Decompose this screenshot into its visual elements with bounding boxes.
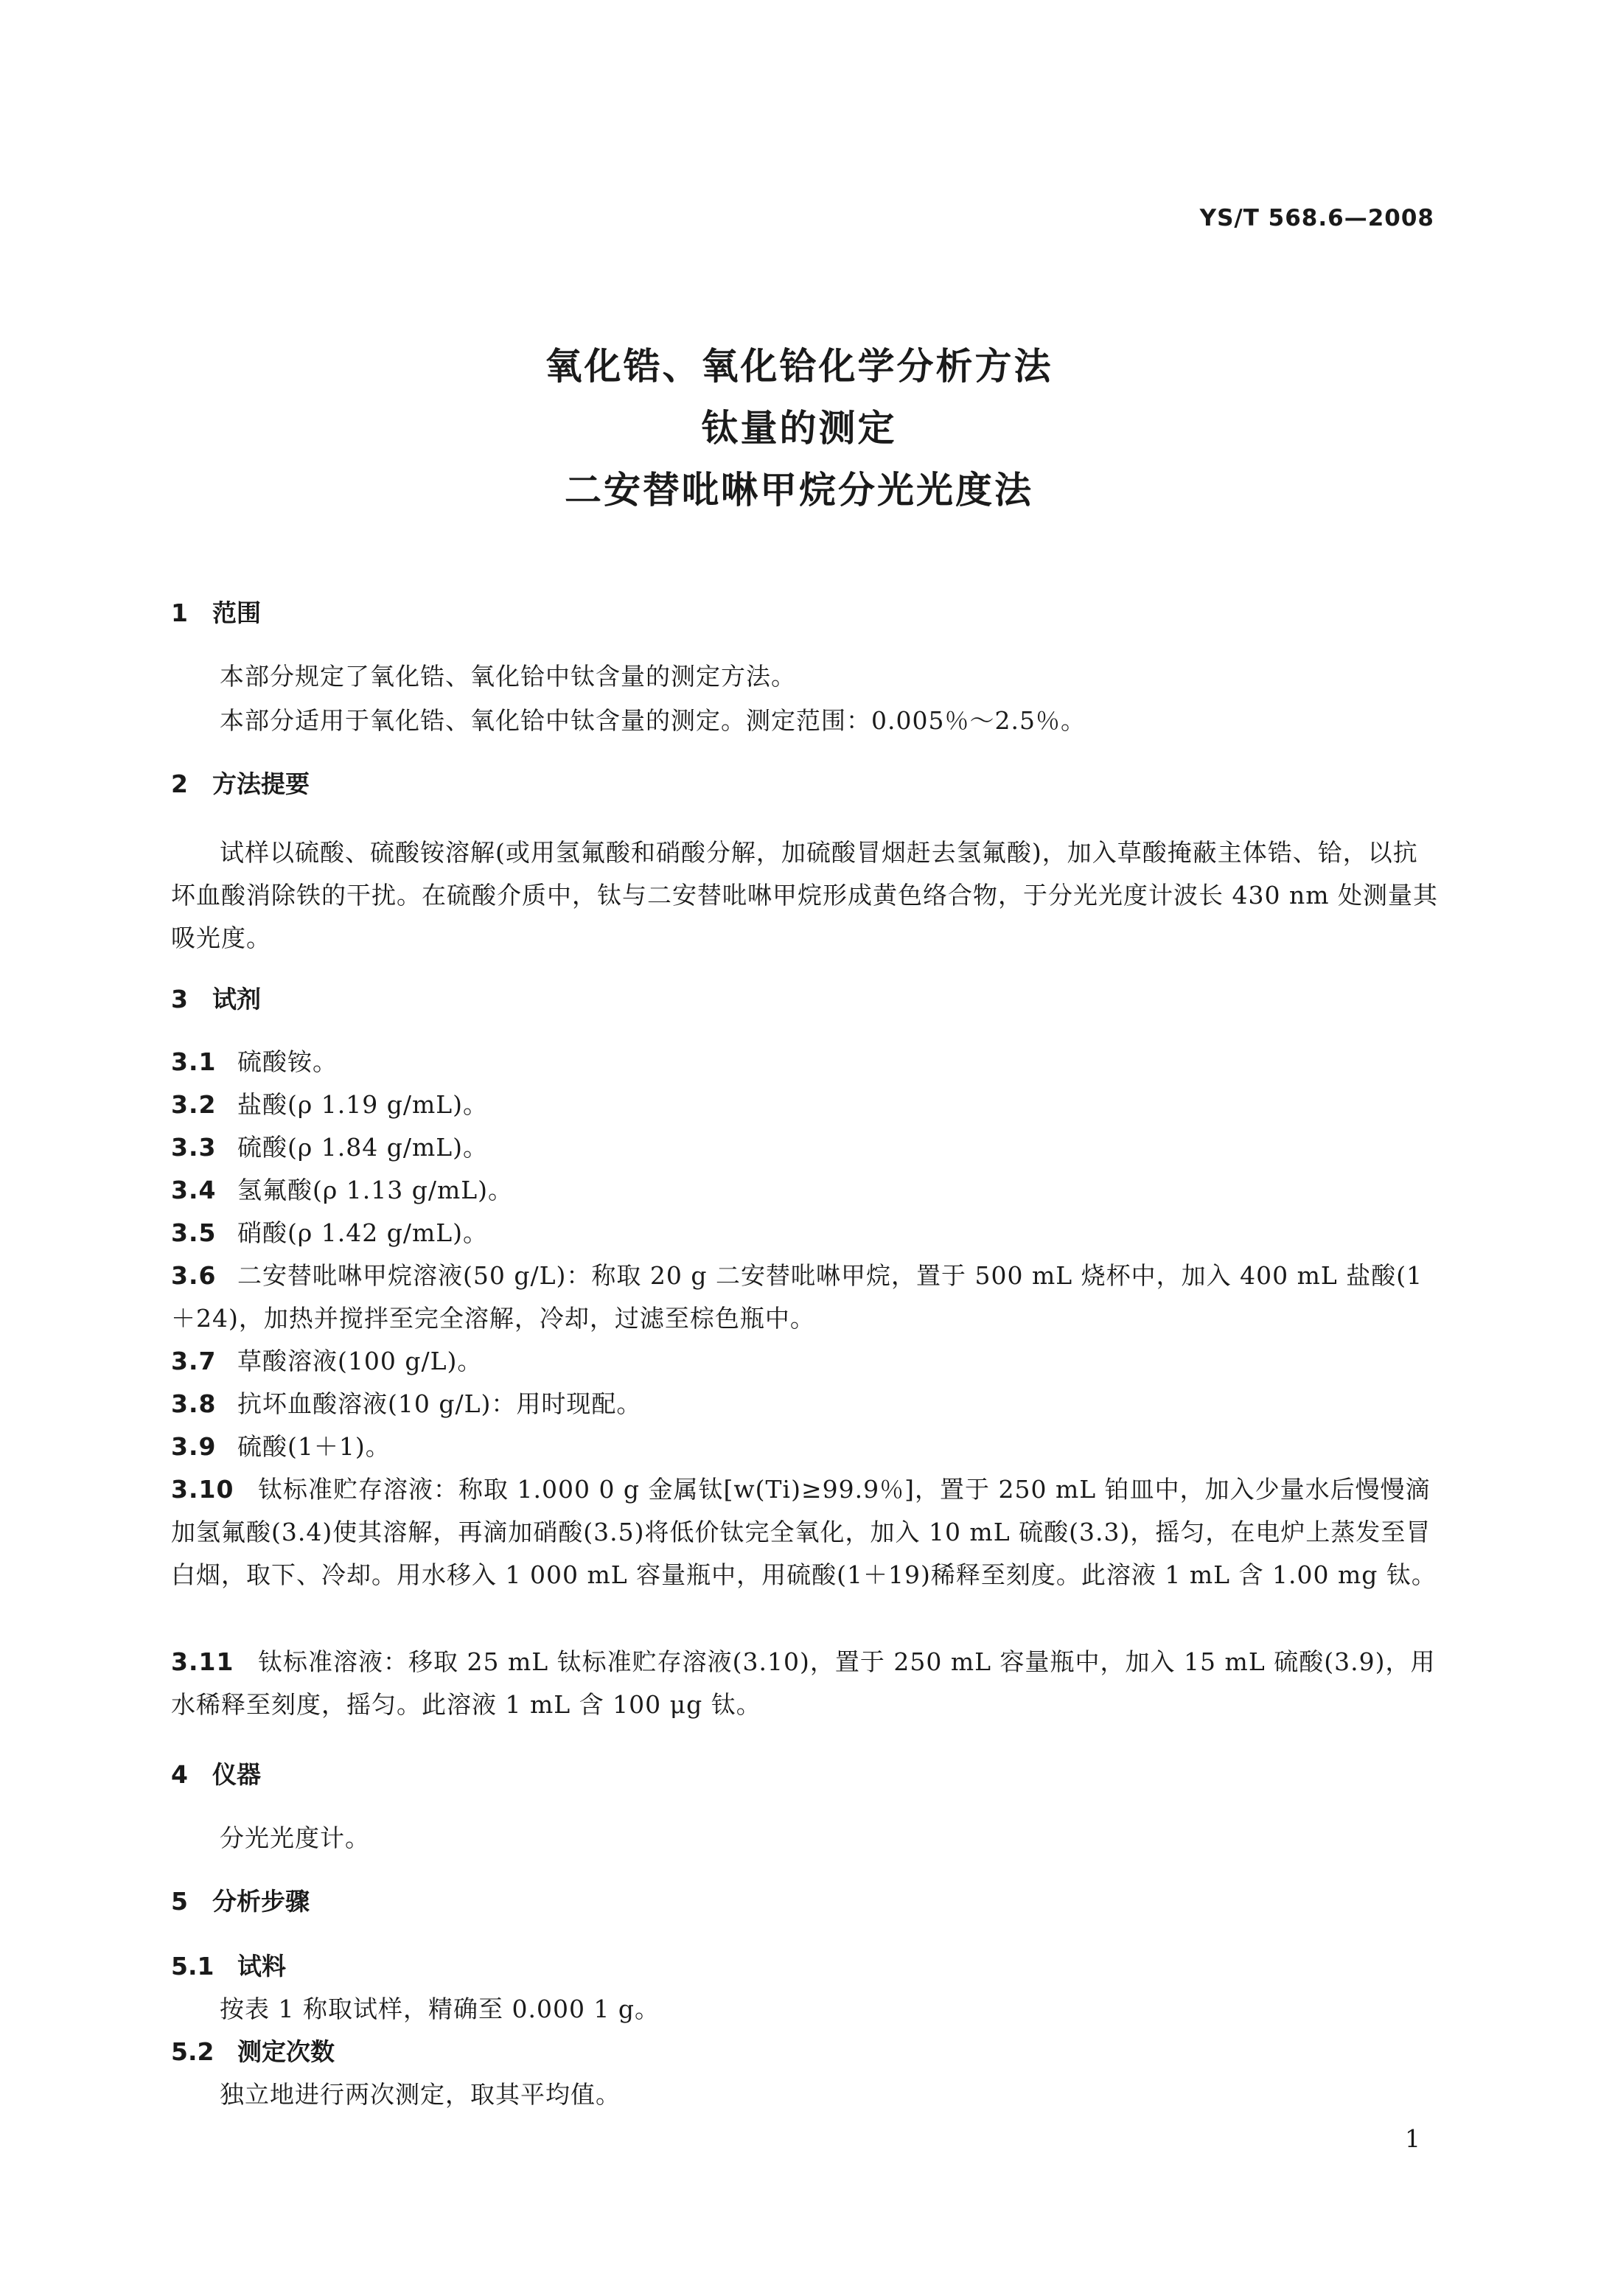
item-text: 氢氟酸(ρ 1.13 g/mL)。 (237, 1176, 514, 1204)
section-title: 分析步骤 (212, 1887, 310, 1916)
item-number: 3.3 (171, 1133, 217, 1162)
item-text: 抗坏血酸溶液(10 g/L)：用时现配。 (237, 1389, 642, 1418)
section-2-para: 试样以硫酸、硫酸铵溶解(或用氢氟酸和硝酸分解，加硫酸冒烟赶去氢氟酸)，加入草酸掩蔽主体锆、铪，以抗坏血酸消除铁的干扰。在硫酸介质中，钛与二安替吡啉甲烷形成黄色络合物，于分光光度计波长 430 nm 处测量其吸光度。 (171, 838, 1439, 952)
page-number: 1 (1405, 2124, 1420, 2153)
title-line-1: 氧化锆、氧化铪化学分析方法 (545, 345, 1053, 388)
subsection-title: 测定次数 (237, 2037, 335, 2066)
item-number: 3.2 (171, 1090, 217, 1119)
item-text: 钛标准溶液：移取 25 mL 钛标准贮存溶液(3.10)，置于 250 mL 容量瓶中，加入 15 mL 硫酸(3.9)，用水稀释至刻度，摇匀。此溶液 1 mL 含 100 μg 钛。 (171, 1647, 1436, 1719)
item-text: 草酸溶液(100 g/L)。 (237, 1347, 483, 1375)
reagent-item (171, 1426, 1440, 1468)
subsection-5-1-heading (171, 1950, 286, 1983)
item-number: 3.6 (171, 1261, 217, 1290)
item-number: 3.7 (171, 1347, 217, 1375)
section-5-heading (171, 1885, 310, 1918)
section-number: 3 (171, 985, 188, 1013)
section-3-heading (171, 983, 261, 1016)
title-line-3: 二安替吡啉甲烷分光光度法 (565, 469, 1033, 512)
reagent-item (171, 1468, 1440, 1597)
section-title: 范围 (212, 599, 261, 627)
document-title (0, 335, 1598, 521)
section-number: 4 (171, 1760, 188, 1789)
section-title: 方法提要 (212, 770, 310, 798)
item-text: 盐酸(ρ 1.19 g/mL)。 (237, 1090, 489, 1119)
reagent-item (171, 1084, 1440, 1126)
item-number: 3.8 (171, 1389, 217, 1418)
section-title: 仪器 (212, 1760, 261, 1789)
subsection-5-1-para: 按表 1 称取试样，精确至 0.000 1 g。 (220, 1995, 660, 2023)
section-1-para-2: 本部分适用于氧化锆、氧化铪中钛含量的测定。测定范围：0.005％～2.5％。 (220, 706, 1086, 735)
item-number: 3.9 (171, 1432, 217, 1461)
reagent-item (171, 1340, 1440, 1383)
section-2-heading (171, 768, 310, 800)
item-number: 3.5 (171, 1218, 217, 1247)
reagent-item (171, 1126, 1440, 1169)
subsection-number: 5.2 (171, 2037, 214, 2066)
section-4-para: 分光光度计。 (220, 1824, 370, 1852)
item-text: 硫酸(1＋1)。 (237, 1432, 391, 1461)
subsection-title: 试料 (237, 1952, 286, 1981)
reagent-item (171, 1255, 1440, 1340)
reagent-item (171, 1641, 1440, 1726)
item-number: 3.4 (171, 1176, 217, 1204)
reagent-item (171, 1041, 1440, 1084)
reagent-item (171, 1383, 1440, 1426)
section-title: 试剂 (212, 985, 261, 1013)
standard-code: YS/T 568.6—2008 (1199, 205, 1434, 231)
section-1-heading (171, 597, 261, 629)
section-1-para-1: 本部分规定了氧化锆、氧化铪中钛含量的测定方法。 (220, 662, 796, 691)
reagent-item (171, 1212, 1440, 1255)
item-number: 3.10 (171, 1475, 234, 1504)
section-number: 1 (171, 599, 188, 627)
subsection-number: 5.1 (171, 1952, 214, 1981)
item-number: 3.1 (171, 1047, 217, 1076)
title-line-2: 钛量的测定 (701, 407, 897, 450)
item-text: 硫酸铵。 (237, 1047, 338, 1076)
item-number: 3.11 (171, 1647, 234, 1676)
item-text: 二安替吡啉甲烷溶液(50 g/L)：称取 20 g 二安替吡啉甲烷，置于 500 mL 烧杯中，加入 400 mL 盐酸(1＋24)，加热并搅拌至完全溶解，冷却，过滤至棕色瓶中。 (171, 1261, 1423, 1333)
item-text: 硝酸(ρ 1.42 g/mL)。 (237, 1218, 489, 1247)
section-4-heading (171, 1759, 261, 1791)
section-number: 2 (171, 770, 188, 798)
subsection-5-2-para: 独立地进行两次测定，取其平均值。 (220, 2080, 621, 2109)
section-number: 5 (171, 1887, 188, 1916)
subsection-5-2-heading (171, 2036, 335, 2068)
item-text: 钛标准贮存溶液：称取 1.000 0 g 金属钛[w(Ti)≥99.9％]，置于 250 mL 铂皿中，加入少量水后慢慢滴加氢氟酸(3.4)使其溶解，再滴加硝酸(3.5)将低价钛完全氧化，加入 10 mL 硫酸(3.3)，摇匀，在电炉上蒸发至冒白烟，取下、冷却。用水移入 1 000 mL 容量瓶中，用硫酸(1＋19)稀释至刻度。此溶液 1 mL 含 1.00 mg 钛。 (171, 1475, 1437, 1589)
reagent-item (171, 1169, 1440, 1212)
item-text: 硫酸(ρ 1.84 g/mL)。 (237, 1133, 489, 1162)
